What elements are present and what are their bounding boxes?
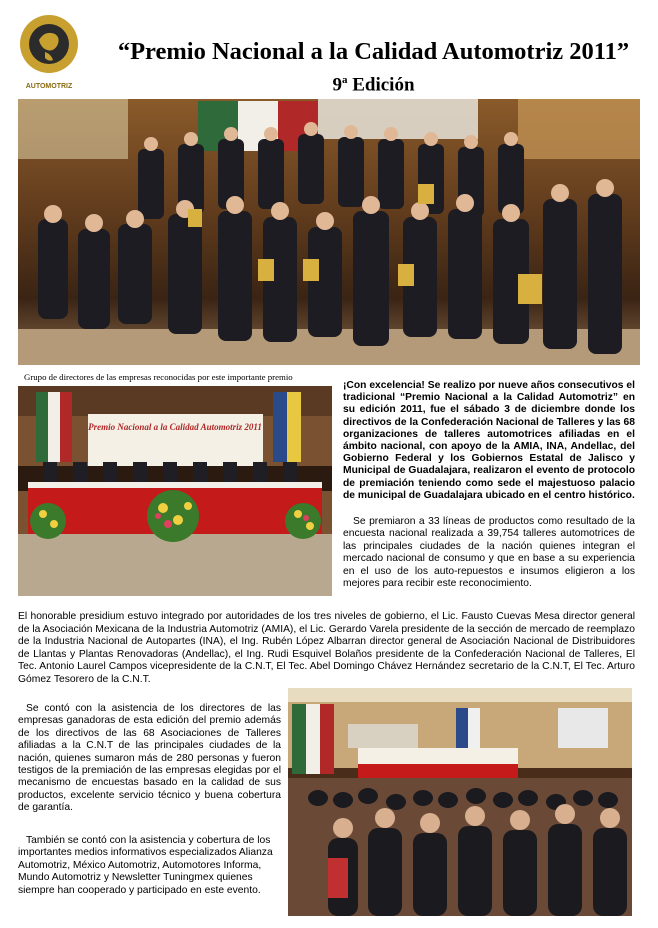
edition-word: Edición (352, 74, 415, 96)
edition-subtitle (96, 68, 651, 97)
audience-photo (288, 688, 632, 916)
group-photo (18, 99, 640, 365)
group-photo-caption: Grupo de directores de las empresas reconocidas por este importante premio (24, 372, 293, 382)
page-title: “Premio Nacional a la Calidad Automotriz 2011” (117, 38, 630, 65)
edition-number: 9 (332, 74, 342, 96)
banner-text: Premio Nacional a la Calidad Automotriz 2011 (88, 422, 262, 432)
product-lines-paragraph: Se premiaron a 33 líneas de productos como resultado de la encuesta nacional realizada a 39,754 talleres automotrices de las principales ciudades de la nación quienes integran el mercado nacional de consumo y que en base a su experiencia en el uso de los auto-repuestos e insumos eligieron a los mejores para recibir este reconocimiento. (343, 516, 635, 590)
media-paragraph: También se contó con la asistencia y cobertura de los importantes medios informativos especializados Alianza Automotriz, México Automotriz, Automotores Informa, Mundo Automotriz y Newsletter Tuningmex quienes siempre han cooperado y participado en este evento. (18, 835, 273, 896)
presidium-paragraph: El honorable presidium estuvo integrado por autoridades de los tres niveles de gobierno, el Lic. Fausto Cuevas Mesa director general de la Asociación Mexicana de la Industria Automotriz (AMIA), el Lic. Gerardo Varela presidente de la sección de mercado de reemplazo de la Industria Nacional de Autopartes (INA), el Ing. Rubén López Albarran director general de Asociación Nacional de Distribuidores de Llantas y Plantas Renovadoras (Andellac), el Ing. Rudi Esquivel Bolaños presidente de la Confederación Nacional de Talleres, El Tec. Antonio Laurel Campos vicepresidente de la C.N.T, El Tec. Abel Domingo Chávez Hernández secretario de la C.N.T, El Tec. Arturo Gómez Tesorero de la C.N.T. (18, 611, 635, 685)
award-logo (18, 12, 80, 94)
logo-bottom-text: AUTOMOTRIZ (25, 83, 73, 90)
intro-paragraph: ¡Con excelencia! Se realizo por nueve años consecutivos el tradicional “Premio Nacional a la Calidad Automotriz” en su edición 2011, fue el sábado 3 de diciembre donde los directivos de la Confederación Nacional de Talleres y las 68 organizaciones de talleres automotrices afiliadas en el ámbito nacional, con apoyo de la AMIA, INA, Andellac, del Gobierno Federal y los Gobiernos Estatal de Jalisco y Municipal de Guadalajara, realizaron el evento de protocolo de premiación teniendo como sede el majestuoso palacio de municipal de Guadalajara ubicado en el centro histórico. (343, 380, 635, 501)
attendance-paragraph: Se contó con la asistencia de los directores de las empresas ganadoras de esta edición del premio además de los directivos de las 68 Asociaciones de Talleres afiliadas a la C.N.T de las principales ciudades de la nación, quienes sumaron más de 280 personas y fueron testigos de la premiación de las empresas elegidas por el mecanismo de encuestas basado en la calidad de sus productos, excelente servicio técnico y buena cobertura de garantía. (18, 703, 281, 814)
edition-suffix: a (341, 74, 348, 86)
presidium-photo (18, 386, 332, 596)
